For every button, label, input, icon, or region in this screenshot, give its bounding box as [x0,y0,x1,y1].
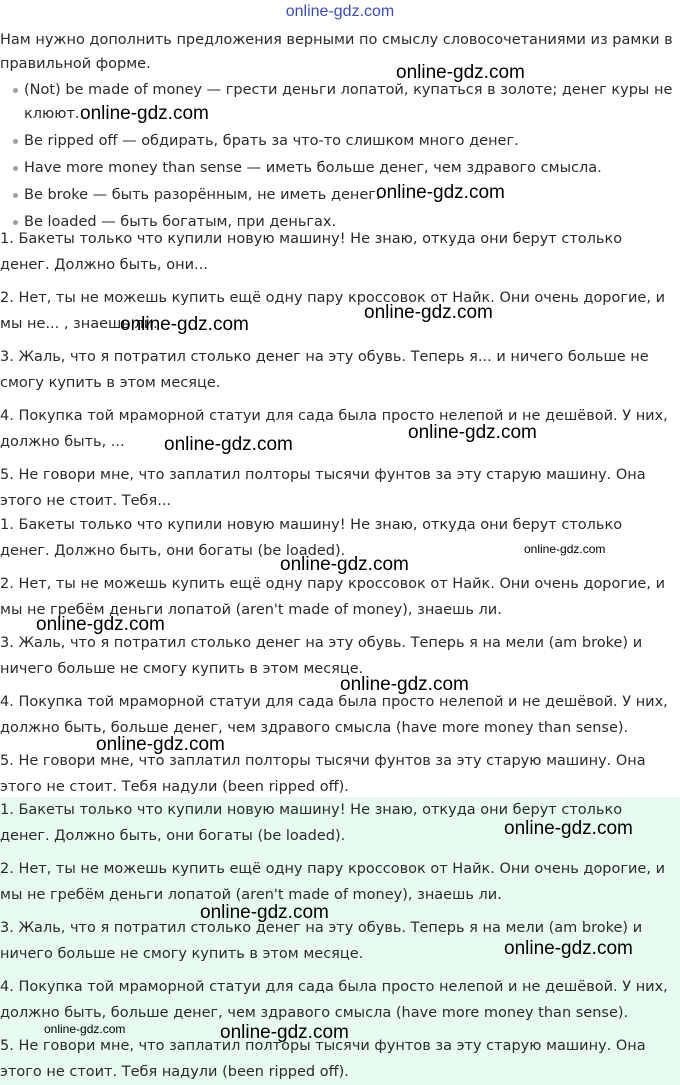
watermark: online-gdz.com [80,103,209,124]
answer-sentence: 3. Жаль, что я потратил столько денег на эту обувь. Теперь я на мели (am broke) и ничего больше не смогу купить в этом месяце. [0,635,643,677]
watermark: online-gdz.com [164,434,293,455]
exercise-sentence: 1. Бакеты только что купили новую машину! Не знаю, откуда они берут столько денег. Должно быть, они... [0,231,623,273]
watermark: online-gdz.com [504,818,633,839]
phrase-item: Be broke — быть разорённым, не иметь денег. [0,183,676,207]
watermark: online-gdz.com [120,314,249,335]
watermark: online-gdz.com [36,614,165,635]
phrase-item: Be loaded — быть богатым, при деньгах. [0,210,676,234]
exercise-sentence: 4. Покупка той мраморной статуи для сада была просто нелепой и не дешёвой. У них, должно быть, ... [0,408,668,450]
exercise-sentence: 3. Жаль, что я потратил столько денег на эту обувь. Теперь я... и ничего больше не смогу купить в этом месяце. [0,349,649,391]
answer-sentence: 5. Не говори мне, что заплатил полторы тысячи фунтов за эту старую машину. Она этого не стоит. Тебя надули (been ripped off). [0,753,646,795]
watermark: online-gdz.com [376,182,505,203]
exercise-sentences [0,226,680,521]
answer-sentence: 1. Бакеты только что купили новую машину! Не знаю, откуда они берут столько денег. Должно быть, они богаты (be loaded). [0,802,623,844]
exercise-sentence: 2. Нет, ты не можешь купить ещё одну пару кроссовок от Найк. Они очень дорогие, и мы не... , знаешь ли. [0,290,665,332]
answer-sentence: 1. Бакеты только что купили новую машину! Не знаю, откуда они берут столько денег. Должно быть, они богаты (be loaded). [0,517,623,559]
watermark: online-gdz.com [200,902,329,923]
watermark: online-gdz.com [220,1022,349,1043]
answer-sentence: 4. Покупка той мраморной статуи для сада была просто нелепой и не дешёвой. У них, должно быть, больше денег, чем здравого смысла (have more money than sense). [0,979,668,1021]
answer-sentence: 5. Не говори мне, что заплатил полторы тысячи фунтов за эту старую машину. Она этого не стоит. Тебя надули (been ripped off). [0,1038,646,1080]
watermark: online-gdz.com [340,674,469,695]
watermark: online-gdz.com [504,938,633,959]
answer-sentence: 3. Жаль, что я потратил столько денег на эту обувь. Теперь я на мели (am broke) и ничего больше не смогу купить в этом месяце. [0,920,643,962]
phrase-item: Be ripped off — обдирать, брать за что-то слишком много денег. [0,129,676,153]
watermark: online-gdz.com [408,422,537,443]
answer-sentence: 2. Нет, ты не можешь купить ещё одну пару кроссовок от Найк. Они очень дорогие, и мы не гребём деньги лопатой (aren't made of money), знаешь ли. [0,861,665,903]
watermark: online-gdz.com [364,302,493,323]
answer-sentence: 4. Покупка той мраморной статуи для сада была просто нелепой и не дешёвой. У них, должно быть, больше денег, чем здравого смысла (have more money than sense). [0,694,668,736]
watermark: online-gdz.com [280,554,409,575]
watermark: online-gdz.com [96,734,225,755]
exercise-sentence: 5. Не говори мне, что заплатил полторы тысячи фунтов за эту старую машину. Она этого не стоит. Тебя... [0,467,646,509]
watermark: online-gdz.com [524,542,606,556]
answer-sentence: 2. Нет, ты не можешь купить ещё одну пару кроссовок от Найк. Они очень дорогие, и мы не гребём деньги лопатой (aren't made of money), знаешь ли. [0,576,665,618]
task-instruction: Нам нужно дополнить предложения верными по смыслу словосочетаниями из рамки в правильной форме. [0,32,673,72]
phrase-item: Have more money than sense — иметь больше денег, чем здравого смысла. [0,156,676,180]
watermark: online-gdz.com [44,1022,126,1036]
site-header[interactable]: online-gdz.com [285,3,395,20]
watermark: online-gdz.com [396,62,525,83]
phrase-list [0,78,676,237]
phrase-item: (Not) be made of money — грести деньги лопатой, купаться в золоте; денег куры не клюют. [0,78,676,126]
